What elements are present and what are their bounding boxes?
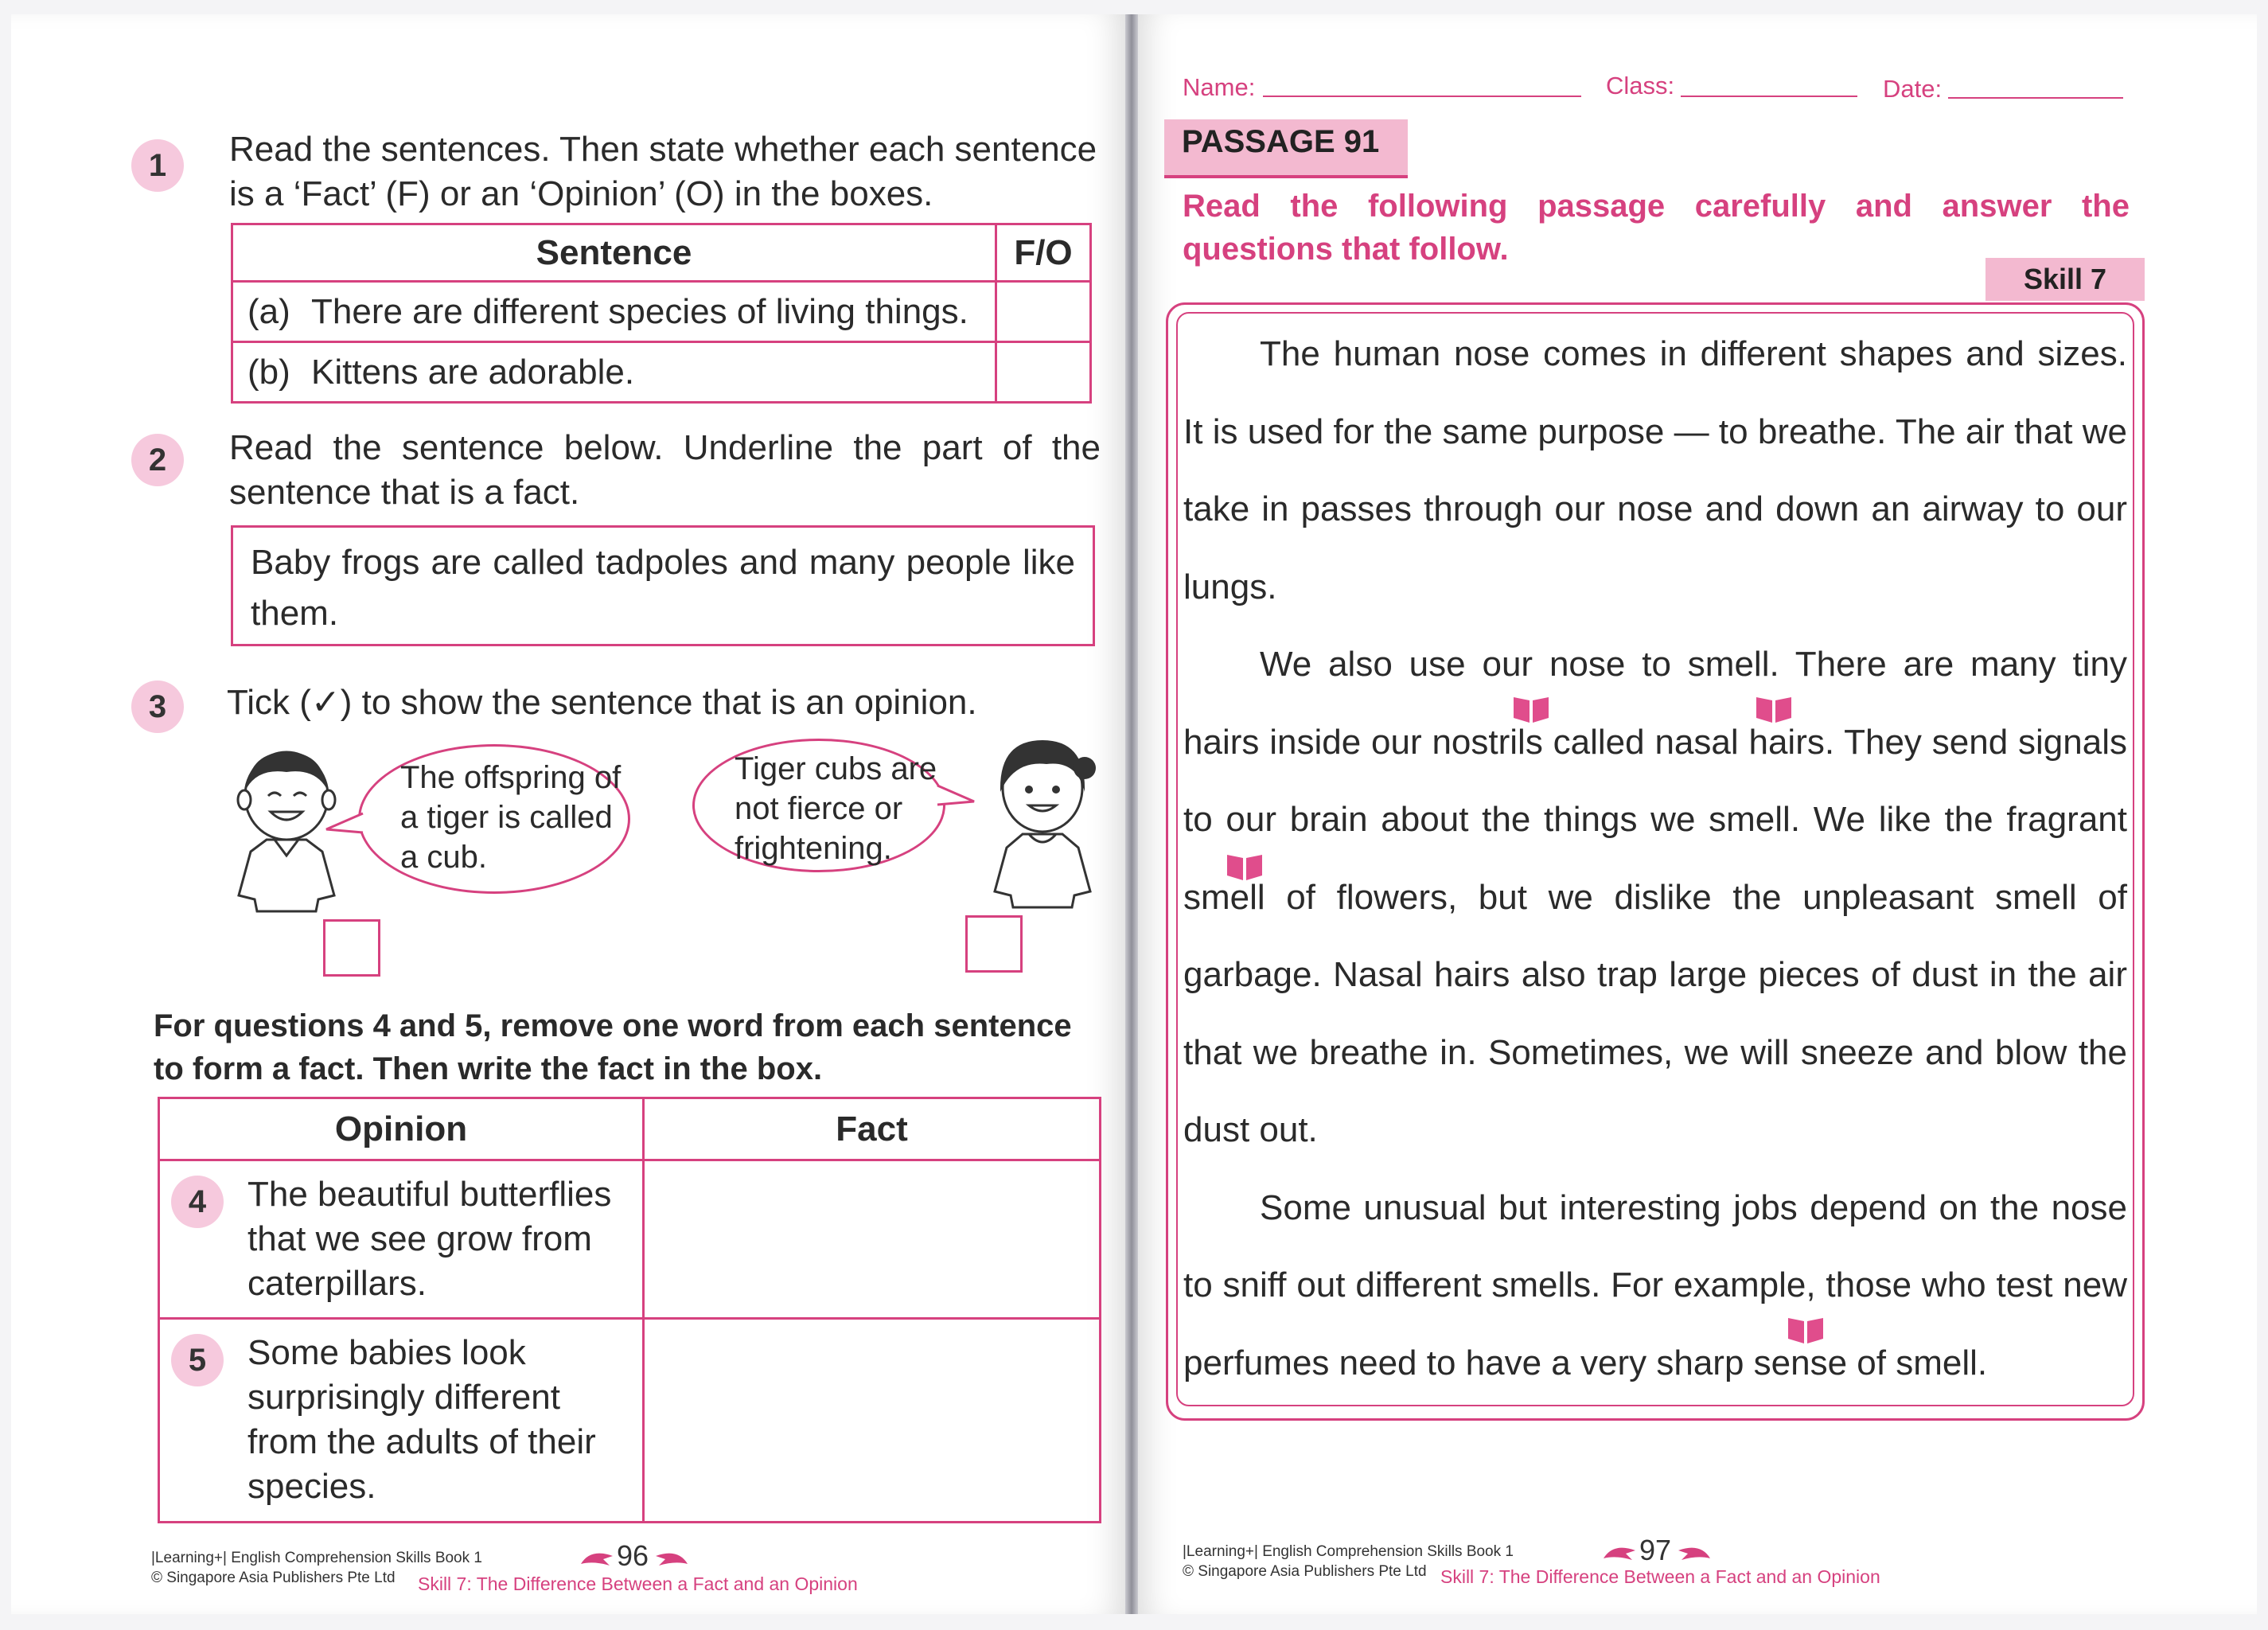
footer-left-line2: © Singapore Asia Publishers Pte Ltd	[151, 1570, 396, 1586]
q1-table	[231, 223, 1092, 404]
date-label: Date:	[1883, 75, 1943, 103]
footer-right-line1: |Learning+| English Comprehension Skills Book 1	[1183, 1543, 1514, 1560]
bubble-tail-boy	[325, 812, 364, 836]
name-label: Name:	[1183, 73, 1256, 101]
q1-header-fo: F/O	[996, 224, 1091, 282]
passage-paragraph-3: Some unusual but interesting jobs depend on the nose to sniff out different smells. For example, those who test new perfumes need to have a very sharp sense of smell.	[1183, 1187, 2127, 1382]
table-row	[159, 1160, 1101, 1319]
passage-body	[1183, 315, 2127, 1402]
passage-label: PASSAGE 91	[1164, 119, 1408, 178]
q1-row-a-label: (a)	[247, 291, 290, 331]
table-row	[159, 1319, 1101, 1523]
page-number-right: 97	[1639, 1534, 1672, 1566]
name-field[interactable]	[1263, 96, 1581, 97]
q2-sentence-box[interactable]: Baby frogs are called tadpoles and many people like them.	[231, 525, 1095, 646]
girl-illustration	[983, 732, 1102, 911]
q3-instruction: Tick (✓) to show the sentence that is an opinion.	[227, 683, 977, 722]
question-number-2: 2	[131, 434, 184, 486]
passage-instruction: Read the following passage carefully and answer the questions that follow.	[1183, 189, 2130, 267]
bird-icon	[1677, 1542, 1712, 1562]
vocab-book-icon[interactable]	[1755, 692, 1793, 724]
q5-fact-answer-box[interactable]	[644, 1319, 1101, 1523]
skill-tag: Skill 7	[1985, 258, 2145, 301]
q4-fact-answer-box[interactable]	[644, 1160, 1101, 1319]
class-label: Class:	[1606, 72, 1675, 99]
tick-box-boy[interactable]	[323, 919, 380, 977]
q45-table	[158, 1097, 1101, 1523]
speech-bubble-girl: Tiger cubs are not fierce or frightening.	[692, 739, 945, 872]
q1-row-b-label: (b)	[247, 352, 290, 392]
tick-box-girl[interactable]	[965, 915, 1023, 973]
q1-instruction: Read the sentences. Then state whether each sentence is a ‘Fact’ (F) or an ‘Opinion’ (O) in the boxes.	[229, 130, 1097, 213]
q2-instruction: Read the sentence below. Underline the part of the sentence that is a fact.	[229, 428, 1101, 512]
book-spine	[1125, 14, 1138, 1614]
speech-bubble-boy: The offspring of a tiger is called a cub.	[358, 744, 630, 894]
q1-row-a-answer-box[interactable]	[996, 282, 1091, 342]
bubble-tail-girl	[936, 784, 976, 808]
bird-icon	[654, 1548, 689, 1567]
table-row	[232, 282, 1091, 342]
footer-left-line1: |Learning+| English Comprehension Skills Book 1	[151, 1550, 482, 1566]
bird-icon	[579, 1548, 614, 1567]
bird-icon	[1602, 1542, 1637, 1562]
passage-paragraph-2: We also use our nose to smell. There are many tiny hairs inside our nostrils called nasal hairs. They send signals to our brain about the things we smell. We like the fragrant smell of flowers, but we dislike the unpleasant smell of garbage. Nasal hairs also trap large pieces of dust in the air that we breathe in. Sometimes, we will sneeze and blow the dust out.	[1183, 645, 2127, 1149]
question-number-5: 5	[171, 1334, 224, 1386]
q1-row-a-text: There are different species of living things.	[311, 291, 968, 331]
vocab-book-icon[interactable]	[1787, 1313, 1825, 1345]
q4-opinion-text: The beautiful butterflies that we see grow from caterpillars.	[247, 1175, 612, 1303]
date-field[interactable]	[1948, 97, 2123, 99]
q45-instruction: For questions 4 and 5, remove one word from each sentence to form a fact. Then write the fact in the box.	[154, 1008, 1072, 1086]
footer-left-skill: Skill 7: The Difference Between a Fact and an Opinion	[418, 1573, 858, 1594]
question-number-3: 3	[131, 680, 184, 733]
footer-right-skill: Skill 7: The Difference Between a Fact and an Opinion	[1440, 1566, 1880, 1587]
q1-header-sentence: Sentence	[232, 224, 996, 282]
table-row	[232, 342, 1091, 403]
passage-paragraph-1: The human nose comes in different shapes and sizes. It is used for the same purpose — to breathe. The air that we take in passes through our nose and down an airway to our lungs.	[1183, 334, 2127, 606]
vocab-book-icon[interactable]	[1512, 692, 1550, 724]
vocab-book-icon[interactable]	[1226, 850, 1264, 882]
footer-right-line2: © Singapore Asia Publishers Pte Ltd	[1183, 1563, 1427, 1580]
q1-row-b-answer-box[interactable]	[996, 342, 1091, 403]
page-number-left: 96	[617, 1539, 649, 1572]
class-field[interactable]	[1681, 96, 1857, 97]
q45-header-fact: Fact	[644, 1098, 1101, 1160]
question-number-1: 1	[131, 139, 184, 192]
q45-header-opinion: Opinion	[159, 1098, 644, 1160]
q5-opinion-text: Some babies look surprisingly different from the adults of their species.	[247, 1333, 596, 1506]
question-number-4: 4	[171, 1176, 224, 1228]
q1-row-b-text: Kittens are adorable.	[311, 352, 635, 392]
